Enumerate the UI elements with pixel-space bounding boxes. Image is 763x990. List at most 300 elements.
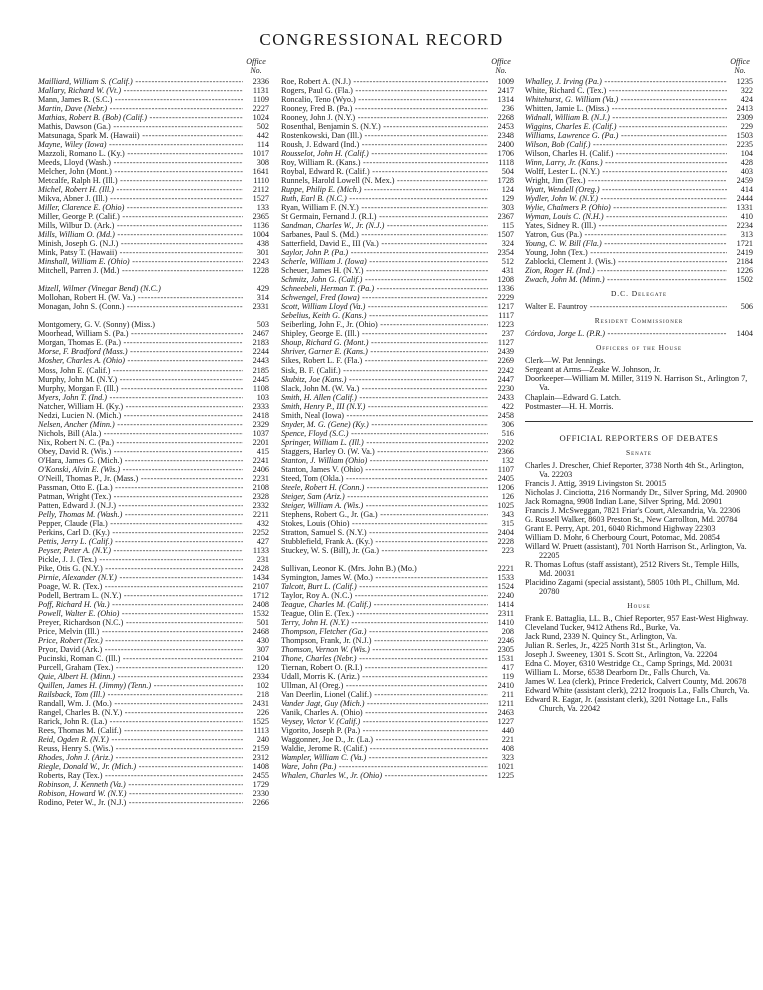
member-name: Sullivan, Leonor K. (Mrs. John B.) (Mo.)	[281, 563, 417, 573]
office-number: 2269	[497, 356, 514, 366]
member-row	[281, 717, 514, 726]
member-name: Waggonner, Joe D., Jr. (La.) -----	[281, 735, 488, 744]
member-name: Mailliard, William S. (Calif.) -----	[38, 77, 243, 86]
office-number: 114	[257, 140, 269, 150]
office-number: 1118	[498, 158, 514, 168]
office-number: 2234	[736, 221, 753, 231]
member-row	[281, 699, 514, 708]
reporter-entry: Francis J. McSweggan, 7821 Friar's Court, Alexandria, Va. 22306	[525, 505, 741, 515]
office-number: 1706	[497, 149, 514, 159]
member-name: Scott, William Lloyd (Va.) -----	[281, 302, 488, 311]
member-row	[38, 672, 269, 681]
member-row	[525, 140, 753, 149]
office-number: 2453	[497, 122, 514, 132]
member-name: Steiger, William A. (Wis.) -----	[281, 501, 488, 510]
member-row	[281, 744, 514, 753]
member-name: Pepper, Claude (Fla.) -----	[38, 519, 243, 528]
office-number: 2367	[497, 212, 514, 222]
member-name: Perkins, Carl D. (Ky.) -----	[38, 528, 243, 537]
dc-delegate-row: Walter E. Fauntroy ----- 506	[525, 302, 753, 311]
member-row	[281, 393, 514, 402]
office-number: 103	[256, 392, 269, 402]
office-number: 1728	[497, 176, 514, 186]
member-row	[38, 77, 269, 86]
office-number: 516	[501, 428, 514, 438]
member-row	[281, 447, 514, 456]
member-name: Wiggins, Charles E. (Calif.) -----	[525, 122, 727, 131]
member-row	[38, 654, 269, 663]
member-row	[525, 257, 753, 266]
member-name: Shoup, Richard G. (Mont.) -----	[281, 338, 488, 347]
reporter-entry: R. Thomas Loftus (staff assistant), 2512 Rivers St., Temple Hills, Md. 20031	[525, 559, 740, 578]
member-name: Williams, Lawrence G. (Pa.) -----	[525, 131, 727, 140]
member-row	[38, 95, 269, 104]
member-row	[38, 780, 269, 789]
member-name: Spence, Floyd (S.C.) -----	[281, 429, 488, 438]
reporter-entry: Charles J. Drescher, Chief Reporter, 3738 North 4th St., Arlington, Va. 22203	[525, 460, 744, 479]
member-row	[281, 609, 514, 618]
dc-delegate-heading: D.C. Delegate	[610, 289, 668, 299]
member-row	[281, 519, 514, 528]
member-name: Wright, Jim (Tex.) -----	[525, 176, 727, 185]
member-row	[281, 708, 514, 717]
member-row	[38, 311, 269, 329]
member-row	[38, 762, 269, 771]
member-name: Morse, F. Bradford (Mass.) -----	[38, 347, 243, 356]
member-name: Mills, William O. (Md.) -----	[38, 230, 243, 239]
member-row	[281, 456, 514, 465]
member-row	[38, 248, 269, 257]
member-name: Miller, George P. (Calif.) -----	[38, 212, 243, 221]
member-row	[525, 194, 753, 203]
office-number: 2406	[252, 464, 269, 474]
member-name: Pike, Otis G. (N.Y.) -----	[38, 564, 243, 573]
office-number: 2354	[497, 248, 514, 258]
member-row	[525, 104, 753, 113]
member-row	[38, 131, 269, 140]
office-number: 218	[256, 690, 269, 700]
member-row	[38, 636, 269, 645]
member-name: Whalley, J. Irving (Pa.) -----	[525, 77, 727, 86]
reporter-entry: Jack Rund, 2339 N. Quincy St., Arlington, Va.	[525, 631, 677, 641]
member-row	[281, 77, 514, 86]
reporter-entry: Cleveland Tucker, 9412 Athens Rd., Burke, Va.	[525, 622, 681, 632]
office-number: 1531	[497, 654, 514, 663]
member-name: Rousselot, John H. (Calif.) -----	[281, 149, 488, 158]
member-name: Minshall, William E. (Ohio) -----	[38, 257, 243, 266]
office-number: 2433	[497, 392, 514, 402]
reporter-entry: Frank E. Battaglia, LL. B., Chief Reporter, 957 East-West Highway.	[525, 613, 749, 623]
member-row	[525, 158, 753, 167]
member-row	[38, 510, 269, 519]
member-row	[525, 77, 753, 86]
member-name: Stanton, J. William (Ohio) -----	[281, 456, 488, 465]
office-number: 429	[256, 284, 269, 294]
member-name: Mikva, Abner J. (Ill.) -----	[38, 194, 243, 203]
member-row	[281, 257, 514, 266]
member-row	[38, 203, 269, 212]
member-name: Randall, Wm. J. (Mo.) -----	[38, 699, 243, 708]
member-name: Terry, John H. (N.Y.) -----	[281, 618, 488, 627]
office-number: 1227	[497, 717, 514, 727]
member-row	[281, 140, 514, 149]
member-name: Wyatt, Wendell (Oreg.) -----	[525, 185, 727, 194]
office-number: 2201	[252, 437, 269, 447]
member-name: Sisk, B. F. (Calif.) -----	[281, 366, 488, 375]
member-row	[281, 735, 514, 744]
office-number: 1641	[252, 167, 269, 177]
member-name: Sikes, Robert L. F. (Fla.) -----	[281, 356, 488, 365]
member-row	[281, 194, 514, 203]
member-row	[281, 618, 514, 627]
member-name: Skubitz, Joe (Kans.) -----	[281, 375, 488, 384]
office-number: 2183	[252, 338, 269, 348]
office-number: 221	[501, 735, 514, 745]
page-title: CONGRESSIONAL RECORD	[259, 30, 504, 49]
officers-list	[525, 356, 753, 410]
member-name: Ullman, Al (Oreg.) -----	[281, 681, 488, 690]
member-row	[38, 537, 269, 546]
member-row	[281, 411, 514, 420]
office-number: 2331	[252, 302, 269, 312]
member-name: Van Deerlin, Lionel (Calif.) -----	[281, 690, 488, 699]
office-number: 512	[501, 257, 514, 267]
member-row	[281, 771, 514, 780]
office-number: 431	[501, 266, 514, 276]
office-number: 307	[256, 644, 269, 654]
member-row	[281, 762, 514, 771]
member-row	[525, 86, 753, 95]
member-name: Roe, Robert A. (N.J.) -----	[281, 77, 488, 86]
member-row	[38, 465, 269, 474]
office-number: 223	[501, 545, 514, 555]
member-name: Poage, W. R. (Tex.) -----	[38, 582, 243, 591]
member-row	[281, 113, 514, 122]
office-number: 2107	[252, 581, 269, 591]
member-name: Saylor, John P. (Pa.) -----	[281, 248, 488, 257]
member-row	[38, 717, 269, 726]
member-name: Young, C. W. Bill (Fla.) -----	[525, 239, 727, 248]
member-row	[38, 501, 269, 510]
office-number: 1721	[736, 239, 753, 249]
office-number: 432	[256, 518, 269, 528]
office-number: 229	[740, 122, 753, 132]
reporter-entry: Francis J. Attig, 3919 Livingston St. 20015	[525, 478, 667, 488]
member-name: Smith, Henry P., III (N.Y.) -----	[281, 402, 488, 411]
office-number: 2244	[252, 347, 269, 357]
member-row	[38, 86, 269, 95]
office-number: 308	[256, 158, 269, 168]
office-number: 2252	[252, 527, 269, 537]
member-row	[281, 95, 514, 104]
member-name: Roy, William R. (Kans.) -----	[281, 158, 488, 167]
member-row	[525, 266, 753, 275]
member-row	[281, 329, 514, 338]
office-number: 1235	[736, 77, 753, 86]
member-name: Whalen, Charles W., Jr. (Ohio) -----	[281, 771, 488, 780]
senate-heading: Senate	[626, 447, 652, 457]
office-number: 1414	[497, 599, 514, 609]
member-row	[281, 302, 514, 311]
office-number: 2240	[497, 590, 514, 600]
members-column-3	[525, 58, 753, 713]
member-row	[525, 113, 753, 122]
member-name: Nichols, Bill (Ala.) -----	[38, 429, 243, 438]
office-number: 315	[501, 518, 514, 528]
member-list	[281, 77, 514, 780]
member-row	[38, 347, 269, 356]
office-number: 442	[256, 131, 269, 141]
member-name: Smith, Neal (Iowa) -----	[281, 411, 488, 420]
office-number: 2447	[497, 374, 514, 384]
member-row	[38, 663, 269, 672]
office-number: 1113	[253, 726, 269, 736]
office-number: 2439	[497, 347, 514, 357]
member-row	[281, 239, 514, 248]
member-row	[281, 230, 514, 239]
member-name: St Germain, Fernand J. (R.I.) -----	[281, 212, 488, 221]
member-name: Schwengel, Fred (Iowa) -----	[281, 293, 488, 302]
member-row	[38, 266, 269, 275]
member-name: Melcher, John (Mont.) -----	[38, 167, 243, 176]
member-row	[525, 212, 753, 221]
member-name: Wampler, William C. (Va.) -----	[281, 753, 488, 762]
office-number: 2184	[736, 257, 753, 267]
member-name: Schneebeli, Herman T. (Pa.) -----	[281, 284, 488, 293]
member-name: Miller, Clarence E. (Ohio) -----	[38, 203, 243, 212]
member-row	[525, 248, 753, 257]
member-row	[38, 600, 269, 609]
member-list	[525, 77, 753, 284]
member-row	[38, 591, 269, 600]
senate-reporters-list	[525, 461, 753, 596]
member-name: Wilson, Bob (Calif.) -----	[525, 140, 727, 149]
member-name: Yates, Sidney R. (Ill.) -----	[525, 221, 727, 230]
house-reporters-list	[525, 614, 753, 713]
office-number: 322	[740, 86, 753, 96]
office-number: 2235	[736, 140, 753, 150]
office-number: 2459	[736, 176, 753, 186]
member-name: Natcher, William H. (Ky.) -----	[38, 402, 243, 411]
member-name: Wilson, Charles H. (Calif.) -----	[525, 149, 727, 158]
member-name: Purcell, Graham (Tex.) -----	[38, 663, 243, 672]
office-number: 1524	[497, 581, 514, 591]
member-row	[38, 194, 269, 203]
member-name: Stephens, Robert G., Jr. (Ga.) -----	[281, 510, 488, 519]
office-number: 1729	[252, 780, 269, 790]
member-name: Sarbanes, Paul S. (Md.) -----	[281, 230, 488, 239]
member-row	[38, 158, 269, 167]
member-name: Stanton, James V. (Ohio) -----	[281, 465, 488, 474]
member-row	[38, 411, 269, 420]
member-name: Monagan, John S. (Conn.) -----	[38, 302, 243, 311]
member-name: Stratton, Samuel S. (N.Y.) -----	[281, 528, 488, 537]
office-number: 2185	[252, 365, 269, 375]
office-number: 2404	[497, 527, 514, 537]
reporter-entry: William D. Mohr, 6 Cherbourg Court, Potomac, Md. 20854	[525, 532, 720, 542]
member-row	[38, 149, 269, 158]
member-row	[38, 393, 269, 402]
office-number: 236	[501, 104, 514, 114]
office-number: 1107	[497, 464, 514, 474]
member-row	[281, 402, 514, 411]
member-name: Moss, John E. (Calif.) -----	[38, 366, 243, 375]
member-name: Martin, Dave (Nebr.) -----	[38, 104, 243, 113]
member-name: Zablocki, Clement J. (Wis.) -----	[525, 257, 727, 266]
office-number: 415	[256, 446, 269, 456]
office-number: 1037	[252, 428, 269, 438]
member-row	[38, 474, 269, 483]
office-number: 504	[501, 167, 514, 177]
member-name: Metcalfe, Ralph H. (Ill.) -----	[38, 176, 243, 185]
office-number: 1117	[498, 311, 514, 321]
office-number: 102	[256, 681, 269, 691]
member-row	[281, 420, 514, 429]
member-row	[38, 113, 269, 122]
office-number: 104	[740, 149, 753, 159]
office-number: 2159	[252, 744, 269, 754]
member-row	[38, 555, 269, 564]
member-row	[38, 221, 269, 230]
member-row	[38, 609, 269, 618]
member-row	[281, 176, 514, 185]
office-number: 132	[501, 455, 514, 465]
member-name: Pryor, David (Ark.) -----	[38, 645, 243, 654]
office-number: 1133	[252, 545, 269, 555]
office-number: 211	[502, 690, 514, 700]
member-name: Stokes, Louis (Ohio) -----	[281, 519, 488, 528]
office-number: 2268	[497, 113, 514, 123]
member-name: Mills, Wilbur D. (Ark.) -----	[38, 221, 243, 230]
member-row	[281, 158, 514, 167]
office-number: 1532	[252, 608, 269, 618]
member-row	[38, 212, 269, 221]
member-row	[38, 239, 269, 248]
member-row	[38, 789, 269, 798]
member-name: Runnels, Harold Lowell (N. Mex.) -----	[281, 176, 488, 185]
office-number: 2329	[252, 419, 269, 429]
member-row	[525, 185, 753, 194]
resident-commissioner-heading: Resident Commissioner	[594, 316, 684, 326]
office-number: 1228	[252, 266, 269, 276]
office-number: 422	[501, 401, 514, 411]
member-name: Minish, Joseph G. (N.J.) -----	[38, 239, 243, 248]
office-number: 424	[740, 95, 753, 105]
member-name: Satterfield, David E., III (Va.) -----	[281, 239, 488, 248]
office-number: 2334	[252, 672, 269, 682]
member-name: Sebelius, Keith G. (Kans.) -----	[281, 311, 488, 320]
officer-entry: Sergeant at Arms—Zeake W. Johnson, Jr.	[525, 365, 661, 375]
member-row	[281, 86, 514, 95]
office-number: 2221	[497, 563, 514, 573]
office-number: 414	[740, 185, 753, 195]
reporter-entry: Placidino Zagami (special assistant), 5805 10th Pl., Chillum, Md. 20780	[525, 577, 740, 596]
office-number: 503	[256, 320, 269, 330]
member-row	[525, 221, 753, 230]
member-name: Reid, Ogden R. (N.Y.) -----	[38, 735, 243, 744]
member-row	[38, 726, 269, 735]
member-row	[38, 257, 269, 266]
office-number: 2417	[497, 86, 514, 96]
member-row	[281, 636, 514, 645]
office-number: 2202	[497, 437, 514, 447]
member-name: Roberts, Ray (Tex.) -----	[38, 771, 243, 780]
office-number: 2242	[497, 365, 514, 375]
member-name: Nix, Robert N. C. (Pa.) -----	[38, 438, 243, 447]
resident-commissioner-row: Córdova, Jorge L. (P.R.) ----- 1404	[525, 329, 753, 338]
member-row	[281, 600, 514, 609]
member-name: Winn, Larry, Jr. (Kans.) -----	[525, 158, 727, 167]
member-row	[38, 302, 269, 311]
member-name: Zwach, John M. (Minn.) -----	[525, 275, 727, 284]
office-no-header: Office No.	[246, 57, 266, 75]
member-name: Pucinski, Roman C. (Ill.) -----	[38, 654, 243, 663]
officers-heading: Officers of the House	[595, 343, 683, 353]
member-name: Ruppe, Philip E. (Mich.) -----	[281, 185, 488, 194]
member-name: Ruth, Earl B. (N.C.) -----	[281, 194, 488, 203]
member-row	[281, 681, 514, 690]
member-row	[281, 654, 514, 663]
member-name: Quillen, James H. (Jimmy) (Tenn.) -----	[38, 681, 243, 690]
member-list	[38, 77, 269, 807]
office-number: 301	[256, 248, 269, 258]
office-number: 2231	[252, 473, 269, 483]
member-name: Rostenkowski, Dan (Ill.) -----	[281, 131, 488, 140]
office-number: 1004	[252, 230, 269, 240]
member-name: Stuckey, W. S. (Bill), Jr. (Ga.) -----	[281, 546, 488, 555]
member-name: Roush, J. Edward (Ind.) -----	[281, 140, 488, 149]
member-name: Morgan, Thomas E. (Pa.) -----	[38, 338, 243, 347]
member-row	[38, 456, 269, 465]
member-row	[38, 176, 269, 185]
office-number: 2328	[252, 491, 269, 501]
office-number: 2230	[497, 383, 514, 393]
office-number: 1021	[497, 762, 514, 772]
member-name: Roybal, Edward R. (Calif.) -----	[281, 167, 488, 176]
office-number: 323	[501, 753, 514, 763]
member-row	[281, 366, 514, 375]
member-name: Railsback, Tom (Ill.) -----	[38, 690, 243, 699]
office-number: 129	[501, 194, 514, 204]
office-number: 119	[502, 672, 514, 682]
member-row	[281, 582, 514, 591]
member-name: Vanik, Charles A. (Ohio) -----	[281, 708, 488, 717]
member-name: Vander Jagt, Guy (Mich.) -----	[281, 699, 488, 708]
office-number: 1208	[497, 275, 514, 285]
member-name: Mathis, Dawson (Ga.) -----	[38, 122, 243, 131]
member-name: Waldie, Jerome R. (Calif.) -----	[281, 744, 488, 753]
office-number: 2400	[497, 140, 514, 150]
office-number: 440	[501, 726, 514, 736]
member-name: Widnall, William B. (N.J.) -----	[525, 113, 727, 122]
member-row	[38, 167, 269, 176]
office-number: 1024	[252, 113, 269, 123]
members-column-2	[281, 58, 514, 780]
office-number: 430	[256, 635, 269, 645]
member-row	[281, 338, 514, 347]
member-name: Patman, Wright (Tex.) -----	[38, 492, 243, 501]
member-name: Price, Robert (Tex.) -----	[38, 636, 243, 645]
member-name: Rodino, Peter W., Jr. (N.J.) -----	[38, 798, 243, 807]
reporter-entry: Edna C. Moyer, 6310 Westridge Ct., Camp Springs, Md. 20031	[525, 658, 733, 668]
office-number: 410	[740, 212, 753, 222]
office-number: 1136	[252, 221, 269, 231]
member-row	[525, 230, 753, 239]
members-column-1	[38, 58, 269, 807]
office-number: 240	[256, 735, 269, 745]
member-row	[281, 203, 514, 212]
office-number: 115	[502, 221, 514, 231]
